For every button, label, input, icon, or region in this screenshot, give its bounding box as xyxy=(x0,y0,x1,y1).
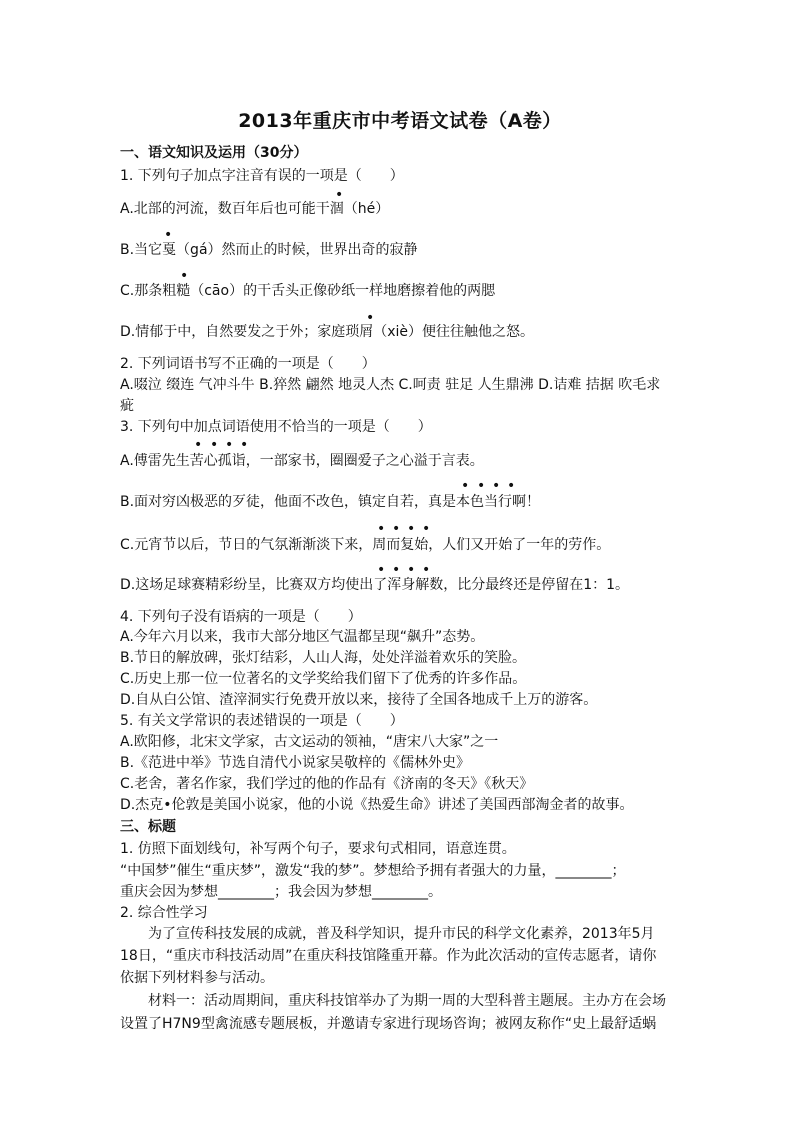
emphasis-dot: • xyxy=(392,521,401,537)
p2-paragraph-2-line-2: 设置了H7N9型禽流感专题展板，并邀请专家进行现场咨询；被网友称作“史上最舒适蜗 xyxy=(120,1016,657,1032)
q4-option-d: D.自从白公馆、渣滓洞实行免费开放以来，接待了全国各地成千上万的游客。 xyxy=(120,692,598,708)
q1-option-c: C.那条粗糙（cāo）的干舌头正像砂纸一样地磨擦着他的两腮 xyxy=(120,283,496,299)
emphasis-dot: • xyxy=(240,437,249,453)
p2-stem: 2. 综合性学习 xyxy=(120,905,208,921)
q4-option-b: B.节日的解放碑，张灯结彩，人山人海，处处洋溢着欢乐的笑脸。 xyxy=(120,650,527,666)
emphasis-dot: • xyxy=(210,437,219,453)
p2-paragraph-2-line-1: 材料一：活动周期间，重庆科技馆举办了为期一周的大型科普主题展。主办方在会场 xyxy=(120,993,666,1009)
emphasis-dot: • xyxy=(366,310,375,326)
q4-option-a: A.今年六月以来，我市大部分地区气温都呈现“飙升”态势。 xyxy=(120,629,485,645)
emphasis-dot: • xyxy=(225,437,234,453)
q2-stem: 2. 下列词语书写不正确的一项是（ ） xyxy=(120,356,376,372)
q5-option-a: A.欧阳修，北宋文学家，古文运动的领袖，“唐宋八大家”之一 xyxy=(120,734,499,750)
emphasis-dot: • xyxy=(377,562,386,578)
emphasis-dot: • xyxy=(422,562,431,578)
emphasis-dot: • xyxy=(461,478,470,494)
q4-option-c: C.历史上那一位一位著名的文学奖给我们留下了优秀的许多作品。 xyxy=(120,671,527,687)
emphasis-dot: • xyxy=(335,187,344,203)
emphasis-dot: • xyxy=(180,268,189,284)
emphasis-dot: • xyxy=(407,562,416,578)
q1-option-a: A.北部的河流，数百年后也可能干涸（hé） xyxy=(120,201,390,217)
q3-option-b: B.面对穷凶极恶的歹徒，他面不改色，镇定自若，真是本色当行啊！ xyxy=(120,494,541,510)
emphasis-dot: • xyxy=(422,521,431,537)
emphasis-dot: • xyxy=(392,562,401,578)
q2-options: A.啜泣 缀连 气冲斗牛 B.猝然 翩然 地灵人杰 C.呵责 驻足 人生鼎沸 D.诘难 拮据 吹毛求 xyxy=(120,377,661,393)
q5-option-c: C.老舍，著名作家，我们学过的他的作品有《济南的冬天》《秋天》 xyxy=(120,776,534,792)
q5-option-d: D.杰克•伦敦是美国小说家，他的小说《热爱生命》讲述了美国西部淘金者的故事。 xyxy=(120,797,634,813)
q3-option-c: C.元宵节以后，节日的气氛渐渐淡下来，周而复始，人们又开始了一年的劳作。 xyxy=(120,537,611,553)
emphasis-dot: • xyxy=(407,521,416,537)
p1-text-line-2: 重庆会因为梦想________；我会因为梦想________。 xyxy=(120,884,442,900)
emphasis-dot: • xyxy=(194,437,203,453)
p1-stem: 1. 仿照下面划线句，补写两个句子，要求句式相同，语意连贯。 xyxy=(120,841,516,857)
emphasis-dot: • xyxy=(477,478,486,494)
p2-paragraph-1-line-1: 为了宣传科技发展的成就，普及科学知识，提升市民的科学文化素养，2013年5月 xyxy=(120,926,655,942)
q1-option-d: D.情郁于中，自然要发之于外；家庭琐屑（xiè）便往往触他之怒。 xyxy=(120,324,535,340)
q3-stem: 3. 下列句中加点词语使用不恰当的一项是（ ） xyxy=(120,419,432,435)
q5-stem: 5. 有关文学常识的表述错误的一项是（ ） xyxy=(120,713,404,729)
p1-text-line-1: “中国梦”催生“重庆梦”，激发“我的梦”。梦想给予拥有者强大的力量，________； xyxy=(120,863,626,879)
q1-option-b: B.当它戛（gá）然而止的时候，世界出奇的寂静 xyxy=(120,242,418,258)
emphasis-dot: • xyxy=(507,478,516,494)
q2-options-continued: 疵 xyxy=(120,398,134,414)
q3-option-d: D.这场足球赛精彩纷呈，比赛双方均使出了浑身解数，比分最终还是停留在1：1。 xyxy=(120,577,630,593)
section-3-heading: 三、标题 xyxy=(120,819,176,835)
p2-paragraph-1-line-2: 18日，“重庆市科技活动周”在重庆科技馆隆重开幕。作为此次活动的宣传志愿者，请你 xyxy=(120,948,657,964)
q3-option-a: A.傅雷先生苦心孤诣，一部家书，圈圈爱子之心溢于言表。 xyxy=(120,453,484,469)
emphasis-dot: • xyxy=(377,521,386,537)
p2-paragraph-1-line-3: 依据下列材料参与活动。 xyxy=(120,970,274,986)
q4-stem: 4. 下列句子没有语病的一项是（ ） xyxy=(120,609,362,625)
emphasis-dot: • xyxy=(164,227,173,243)
emphasis-dot: • xyxy=(492,478,501,494)
q1-stem: 1. 下列句子加点字注音有误的一项是（ ） xyxy=(120,168,404,184)
q5-option-b: B.《范进中举》节选自清代小说家吴敬梓的《儒林外史》 xyxy=(120,755,471,771)
exam-title: 2013年重庆市中考语文试卷（A卷） xyxy=(238,110,562,132)
section-1-heading: 一、语文知识及运用（30分） xyxy=(120,145,308,161)
